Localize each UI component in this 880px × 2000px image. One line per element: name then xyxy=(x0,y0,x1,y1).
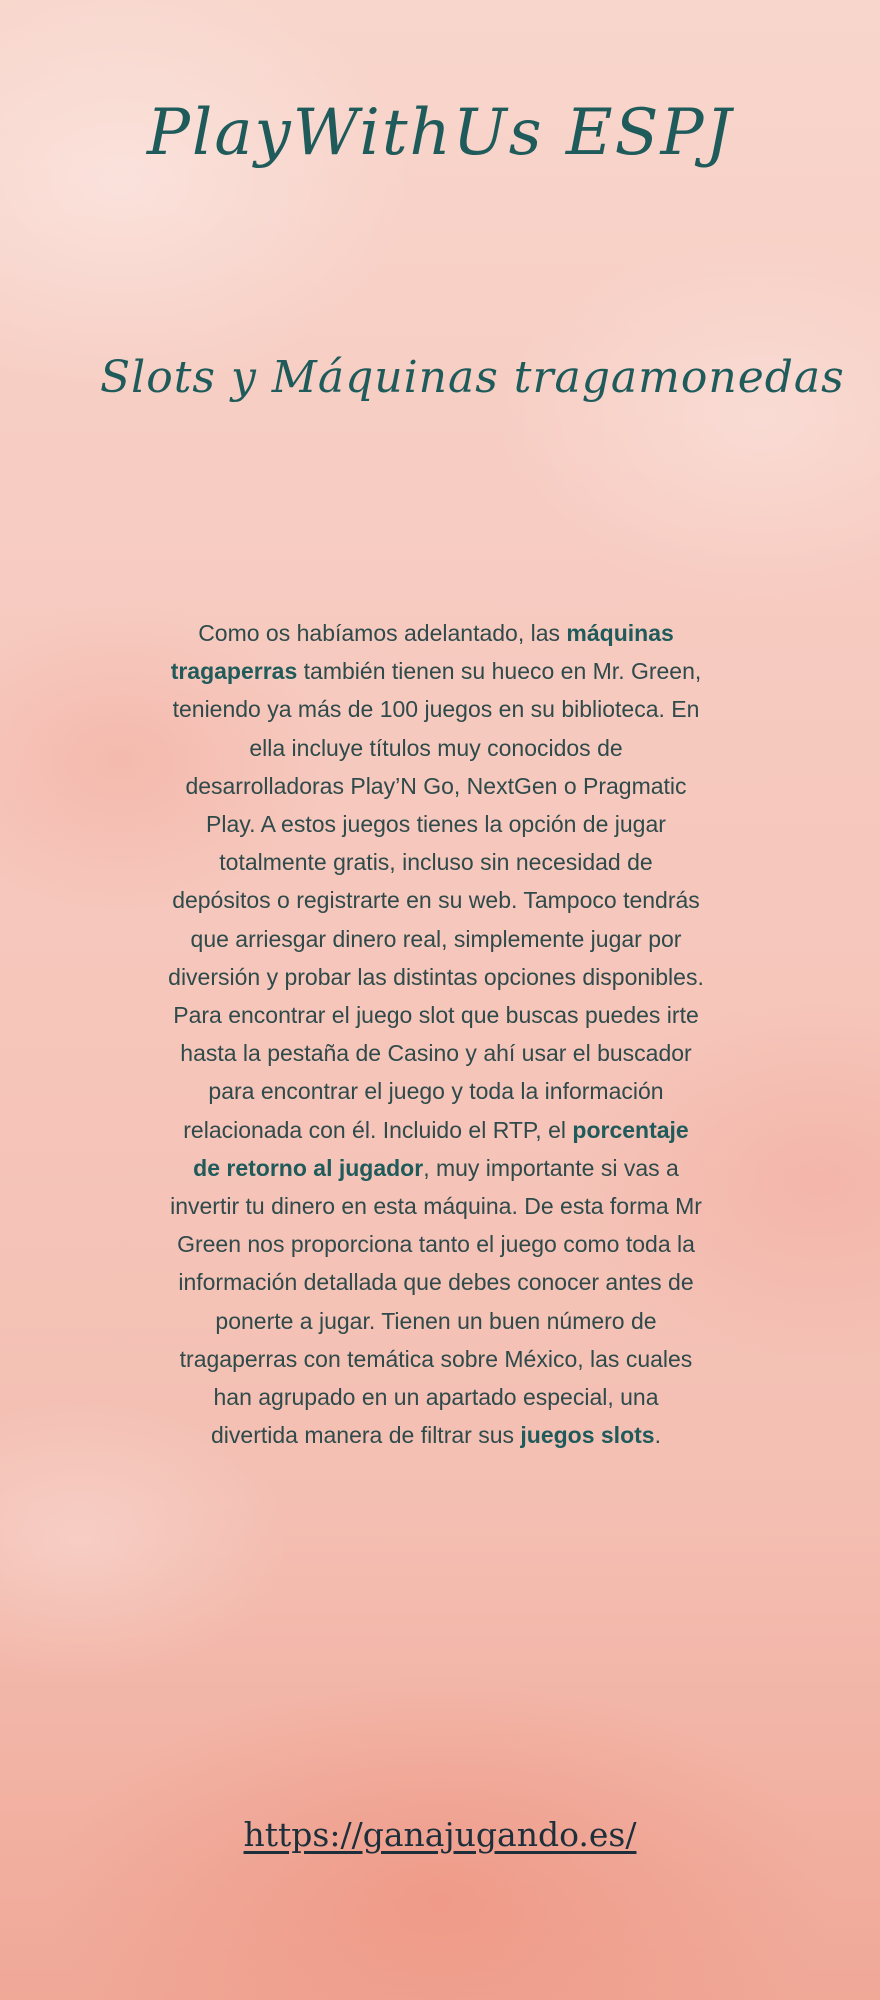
article-paragraph-2 xyxy=(168,996,704,1454)
keyword-porcentaje-retorno: porcentaje de retorno al jugador xyxy=(193,1116,689,1181)
paragraph-1-rest: también tienen su hueco en Mr. Green, teniendo ya más de 100 juegos en su biblioteca. En ella incluye títulos muy conocidos de desarrolladoras Play’N Go, NextGen o Pragmatic Play. A estos juegos tienes la opción de jugar totalmente gratis, incluso sin necesidad de depósitos o registrarte en su web. Tampoco tendrás que arriesgar dinero real, simplemente jugar por diversión y probar las distintas opciones disponibles. xyxy=(168,658,704,990)
keyword-maquinas-tragaperras: máquinas tragaperras xyxy=(170,620,674,685)
paragraph-2-intro: Para encontrar el juego slot que buscas puedes irte hasta la pestaña de Casino y ahí usar el buscador para encontrar el juego y toda la información relacionada con él. Incluido el RTP, el xyxy=(173,1002,699,1143)
website-link[interactable]: https://ganajugando.es/ xyxy=(243,1815,637,1854)
article-paragraph-1 xyxy=(168,614,704,996)
page-title: PlayWithUs ESPJ xyxy=(146,96,734,170)
article-body xyxy=(168,614,704,1454)
keyword-juegos-slots: juegos slots xyxy=(520,1422,655,1449)
paragraph-2-end: . xyxy=(654,1422,661,1449)
paragraph-1-intro: Como os habíamos adelantado, las xyxy=(198,620,567,646)
paragraph-2-middle: , muy importante si vas a invertir tu dinero en esta máquina. De esta forma Mr Green nos proporciona tanto el juego como toda la información detallada que debes conocer antes de ponerte a jugar. Tienen un buen número de tragaperras con temática sobre México, las cuales han agrupado en un apartado especial, una divertida manera de filtrar sus xyxy=(170,1154,702,1449)
section-subtitle: Slots y Máquinas tragamonedas xyxy=(100,352,845,403)
